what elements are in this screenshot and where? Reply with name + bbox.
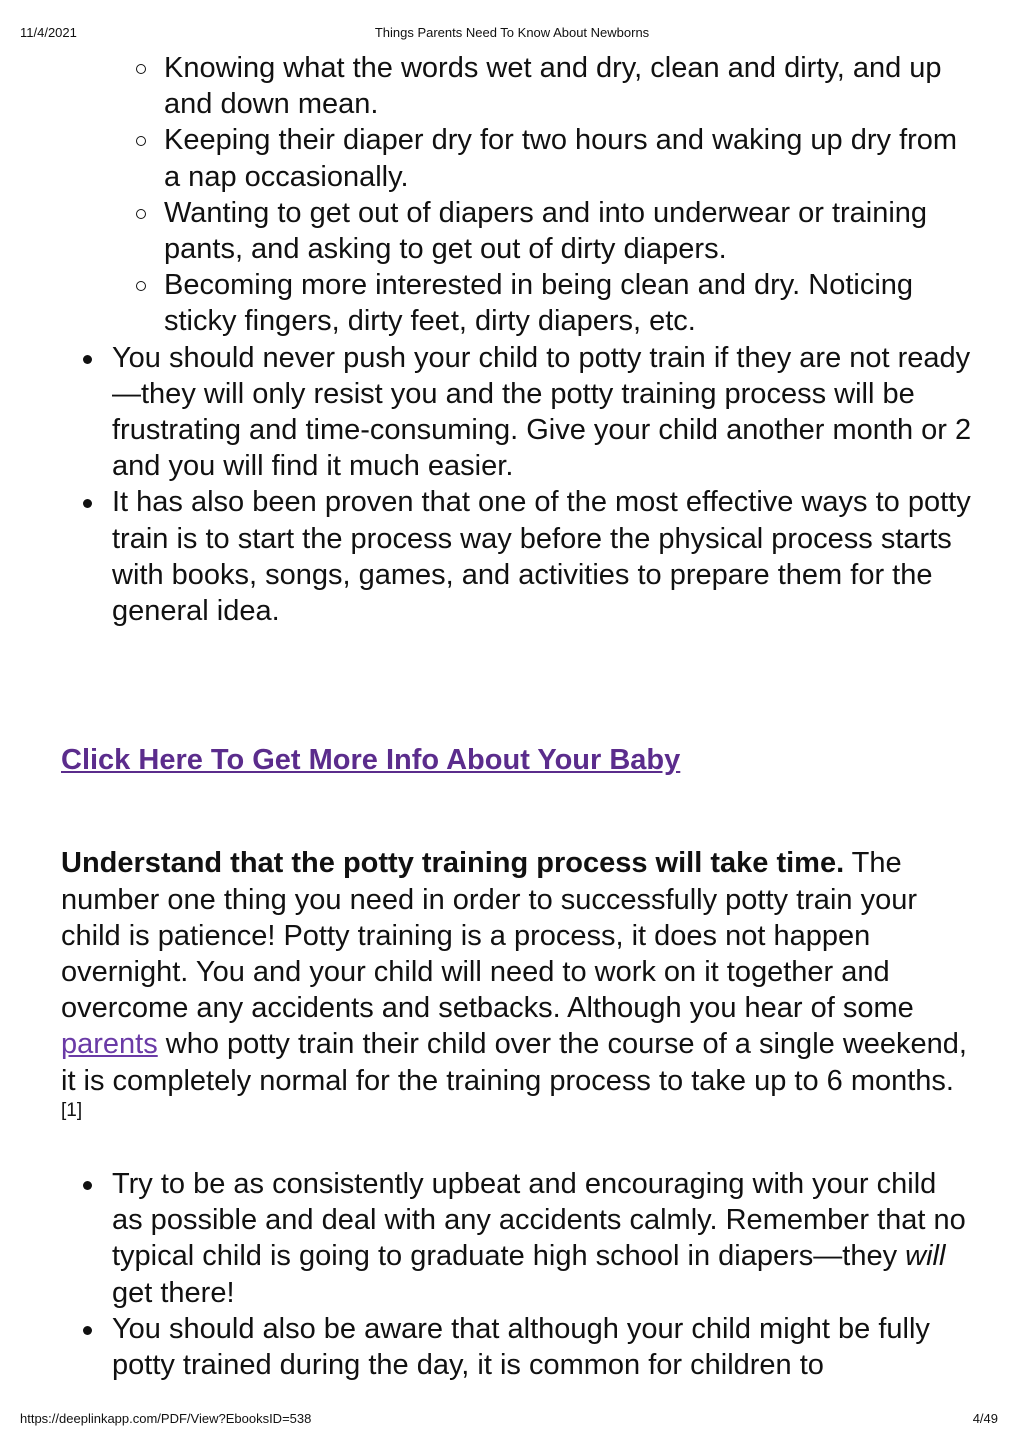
main-list-item	[112, 1166, 972, 1311]
footnote-ref[interactable]: [1]	[61, 1099, 83, 1121]
paragraph-text: The number one thing you need in order to successfully potty train your child is patience! Potty training is a process, it does not happen overnight. You and your child will need to work on it together and overcome any accidents and setbacks. Although you hear of some	[61, 847, 917, 1025]
emphasis-text: will	[905, 1240, 946, 1273]
main-list-item: It has also been proven that one of the most effective ways to potty train is to start the process way before the physical process starts with books, songs, games, and activities to prepare them for the general idea.	[112, 484, 972, 629]
header-title: Things Parents Need To Know About Newborns	[374, 25, 650, 40]
more-info-link[interactable]: Click Here To Get More Info About Your Baby	[61, 744, 681, 777]
footer-page-number: 4/49	[972, 1411, 998, 1426]
sub-list-item: Becoming more interested in being clean and dry. Noticing sticky fingers, dirty feet, dirty diapers, etc.	[164, 267, 979, 339]
main-list	[61, 340, 972, 630]
header-date: 11/4/2021	[20, 25, 77, 40]
parents-link[interactable]: parents	[61, 1028, 158, 1061]
readiness-sublist	[61, 50, 979, 340]
paragraph-text: who potty train their child over the course of a single weekend, it is completely normal for the training process to take up to 6 months.	[61, 1028, 967, 1097]
sub-list-item: Wanting to get out of diapers and into underwear or training pants, and asking to get out of dirty diapers.	[164, 195, 979, 267]
sub-list-item: Knowing what the words wet and dry, clean and dirty, and up and down mean.	[164, 50, 979, 122]
list-text: Try to be as consistently upbeat and encouraging with your child as possible and deal with any accidents calmly. Remember that no typical child is going to graduate high school in diapers—they	[112, 1168, 966, 1273]
list-text: get there!	[112, 1276, 235, 1309]
page-content	[61, 50, 991, 1383]
footer-url: https://deeplinkapp.com/PDF/View?EbooksID=538	[20, 1411, 312, 1426]
sub-list-item: Keeping their diaper dry for two hours and waking up dry from a nap occasionally.	[164, 122, 979, 194]
patience-paragraph	[61, 845, 971, 1135]
main-list-item: You should also be aware that although your child might be fully potty trained during the day, it is common for children to	[112, 1311, 972, 1383]
main-list-item: You should never push your child to potty train if they are not ready—they will only resist you and the potty training process will be frustrating and time-consuming. Give your child another month or 2 and you will find it much easier.	[112, 340, 972, 485]
tips-list	[61, 1166, 972, 1383]
paragraph-heading: Understand that the potty training process will take time.	[61, 847, 845, 880]
